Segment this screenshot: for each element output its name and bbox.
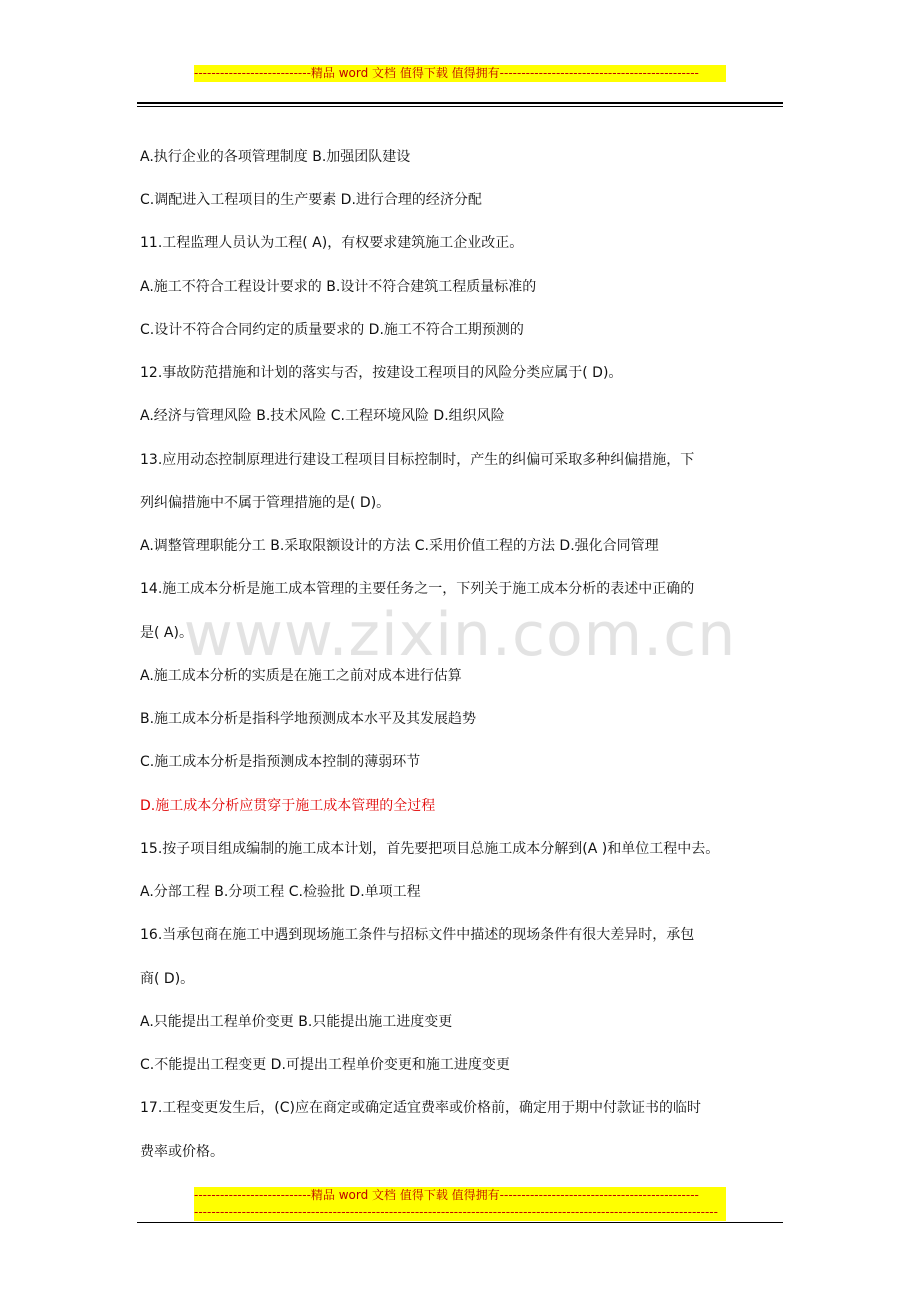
footer-rule: [137, 1222, 783, 1223]
text-line: A.经济与管理风险 B.技术风险 C.工程环境风险 D.组织风险: [140, 408, 505, 424]
watermark: www.zixin.com.cn: [183, 600, 737, 670]
footer-banner: [194, 1187, 726, 1221]
header-banner-text: ---------------------------精品 word 文档 值得下载 值得拥有----------------------------------------------: [194, 66, 699, 80]
header-rule-thick: [137, 102, 783, 104]
text-line: 13.应用动态控制原理进行建设工程项目目标控制时，产生的纠偏可采取多种纠偏措施，下: [140, 452, 695, 468]
text-line: C.调配进入工程项目的生产要素 D.进行合理的经济分配: [140, 192, 482, 208]
text-line: 12.事故防范措施和计划的落实与否，按建设工程项目的风险分类应属于( D)。: [140, 365, 623, 381]
footer-banner-line2: -------------------------------------------------------------------------------------------------------------------------: [194, 1205, 718, 1219]
text-line: 15.按子项目组成编制的施工成本计划，首先要把项目总施工成本分解到(A )和单位工程中去。: [140, 841, 720, 857]
text-line: A.调整管理职能分工 B.采取限额设计的方法 C.采用价值工程的方法 D.强化合同管理: [140, 538, 659, 554]
text-line: 费率或价格。: [140, 1144, 224, 1160]
text-line: A.施工成本分析的实质是在施工之前对成本进行估算: [140, 668, 462, 684]
text-line: 16.当承包商在施工中遇到现场施工条件与招标文件中描述的现场条件有很大差异时，承包: [140, 927, 695, 943]
text-line: 列纠偏措施中不属于管理措施的是( D)。: [140, 495, 391, 511]
text-line: C.不能提出工程变更 D.可提出工程单价变更和施工进度变更: [140, 1057, 510, 1073]
header-rule-thin: [137, 106, 783, 107]
text-line: A.执行企业的各项管理制度 B.加强团队建设: [140, 149, 411, 165]
text-line: C.设计不符合合同约定的质量要求的 D.施工不符合工期预测的: [140, 322, 524, 338]
text-line: A.施工不符合工程设计要求的 B.设计不符合建筑工程质量标准的: [140, 279, 537, 295]
text-line: 11.工程监理人员认为工程( A)，有权要求建筑施工企业改正。: [140, 235, 524, 251]
text-line: 是( A)。: [140, 625, 193, 641]
text-line: C.施工成本分析是指预测成本控制的薄弱环节: [140, 754, 421, 770]
highlighted-answer-line: D.施工成本分析应贯穿于施工成本管理的全过程: [140, 798, 436, 814]
footer-banner-line1: ---------------------------精品 word 文档 值得下载 值得拥有----------------------------------------------: [194, 1188, 699, 1202]
header-banner: [194, 65, 726, 82]
text-line: 17.工程变更发生后，(C)应在商定或确定适宜费率或价格前，确定用于期中付款证书的临时: [140, 1100, 701, 1116]
text-line: A.只能提出工程单价变更 B.只能提出施工进度变更: [140, 1014, 453, 1030]
text-line: B.施工成本分析是指科学地预测成本水平及其发展趋势: [140, 711, 477, 727]
text-line: A.分部工程 B.分项工程 C.检验批 D.单项工程: [140, 884, 421, 900]
text-line: 商( D)。: [140, 971, 195, 987]
text-line: 14.施工成本分析是施工成本管理的主要任务之一，下列关于施工成本分析的表述中正确的: [140, 581, 695, 597]
